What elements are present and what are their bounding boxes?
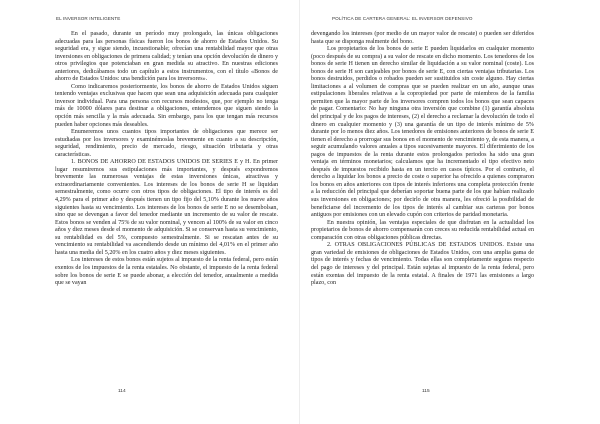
paragraph: Los propietarios de los bonos de serie E pueden liquidarlos en cualquier momento (poco después de su compra) a su valor de rescate en dicho momento. Los tenedores de los bonos de serie H tienen un derecho similar de liquidación a su valor nominal (coste). Los bonos de serie H son canjeables por bonos de serie E, con ciertas ventajas tributarias. Los bonos destruidos, perdidos o robados pueden ser sustituidos sin coste alguno. Hay ciertas limitaciones a al volumen de compras que se pueden realizar en un año, aunque unas estipulaciones liberales relativas a la copropiedad por parte de miembros de la familia permiten que la mayor parte de los inversores compren todos los bonos que sean capaces de pagar. Comentario: No hay ninguna otra inversión que combine (1) garantía absoluta del principal y de los pagos de intereses, (2) el derecho a reclamar la devolución de todo el dinero en cualquier momento y (3) una garantía de un tipo de interés mínimo de 5% durante por lo menos diez años. Los tenedores de emisiones anteriores de bonos de serie E tienen el derecho a prorrogar sus bonos en el momento de vencimiento y, de esta manera, a seguir acumulando valores anuales a tipos sucesivamente mayores. El diferimiento de los pagos de impuestos de la renta durante estos prolongados periodos ha sido una gran ventaja en términos monetarios; calculamos que ha incrementado el tipo efectivo neto después de impuestos recibido hasta en un tercio en casos típicos. Por el contrario, el derecho a liquidar los bonos a precio de coste o superior ha ofrecido a quienes compraron los bonos en años anteriores con tipos de interés inferiores una completa protección frente a la reducción del principal que deberían soportar buena parte de los que habían realizado sus inversiones en obligaciones; por decirlo de otra manera, les ofreció la posibilidad de beneficiarse del incremento de los tipos de interés al cambiar sus carteras por bonos antiguos por emisiones con un elevado cupón con criterios de paridad monetaria. <box>311 46 534 219</box>
paragraph: 2. OTRAS OBLIGACIONES PÚBLICAS DE ESTADOS UNIDOS. Existe una gran variedad de emisiones de obligaciones de Estados Unidos, con una amplia gama de tipos de interés y fechas de vencimiento. Todas ellas son completamente seguras respecto del pago de intereses y del principal. Están sujetas al impuesto de la renta federal, pero están exentas del impuesto de la renta estatal. A finales de 1971 las emisiones a largo plazo, con <box>311 242 534 287</box>
paragraph: En el pasado, durante un período muy prolongado, las únicas obligaciones adecuadas para las personas físicas fueron los bonos de ahorro de Estados Unidos. Su seguridad era, y sigue siendo, incuestionable; ofrecían una rentabilidad mayor que otras inversiones en obligaciones de primera calidad; y tenían una opción devolución de dinero y otros privilegios que potenciaban en gran medida su atractivo. En nuestras ediciones anteriores, dedicábamos todo un capítulo a estos instrumentos, con el título «Bonos de ahorro de Estados Unidos: una bendición para los inversores». <box>55 31 278 83</box>
paragraph: Los intereses de estos bonos están sujetos al impuesto de la renta federal, pero están exentos de los impuestos de la renta estatales. No obstante, el impuesto de la renta federal sobre los bonos de serie E se puede abonar, a elección del tenedor, anualmente a medida que se vayan <box>55 257 278 287</box>
paragraph: 1. BONOS DE AHORRO DE ESTADOS UNIDOS DE SERIES E y H. En primer lugar resumiremos sus estipulaciones más importantes, y después expondremos brevemente las numerosas ventajas de estas inversiones únicas, atractivas y extraordinariamente convenientes. Los intereses de los bonos de serie H se liquidan semestralmente, como ocurre con otros tipos de obligaciones. El tipo de interés es del 4,29% para el primer año y después tienen un tipo fijo del 5,10% durante los nueve años siguientes hasta su vencimiento. Los intereses de los bonos de serie E no se desembolsan, sino que se devengan a favor del tenedor mediante un incremento de su valor de rescate. Estos bonos se venden al 75% de su valor nominal, y vencen al 100% de su valor en cinco años y diez meses desde el momento de adquisición. Si se conservan hasta su vencimiento, su rentabilidad es del 5%, compuesto semestralmente. Si se rescatan antes de su vencimiento su rentabilidad va ascendiendo desde un mínimo del 4,01% en el primer año hasta una media del 5,20% en los cuatro años y diez meses siguientes. <box>55 159 278 256</box>
left-body-text <box>55 31 278 288</box>
paragraph: Enumeremos unos cuantos tipos importantes de obligaciones que merece ser estudiadas por los inversores y examinémoslas brevemente en cuanto a su descripción, seguridad, rendimiento, precio de mercado, riesgo, situación tributaria y otras características. <box>55 129 278 158</box>
paragraph: En nuestra opinión, las ventajas especiales de que disfrutan en la actualidad los propietarios de bonos de ahorro compensarán con creces su reducida rentabilidad actual en comparación con otras obligaciones públicas directas. <box>311 219 534 241</box>
right-page-number: 115 <box>422 389 430 394</box>
paragraph: Como indicaremos posteriormente, los bonos de ahorro de Estados Unidos siguen teniendo ventajas exclusivas que hacen que sean una adquisición adecuada para cualquier inversor individual. Para una persona con recursos modestos, que, por ejemplo no tenga más de 10000 dólares para destinar a obligaciones, entendemos que siguen siendo la opción más sencilla y la más adecuada. Sin embargo, para los que tengan más recursos pueden haber opciones más deseables. <box>55 83 278 128</box>
right-page <box>300 0 600 424</box>
right-running-header: POLÍTICA DE CARTERA GENERAL: EL INVERSOR DEFENSIVO <box>332 16 473 21</box>
left-running-header: EL INVERSOR INTELIGENTE <box>56 16 121 21</box>
right-body-text <box>311 31 534 288</box>
left-page-number: 114 <box>118 389 126 394</box>
paragraph: devengando los intereses (por medio de un mayor valor de rescate) o pueden ser diferidos hasta que se disponga realmente del bono. <box>311 31 534 45</box>
